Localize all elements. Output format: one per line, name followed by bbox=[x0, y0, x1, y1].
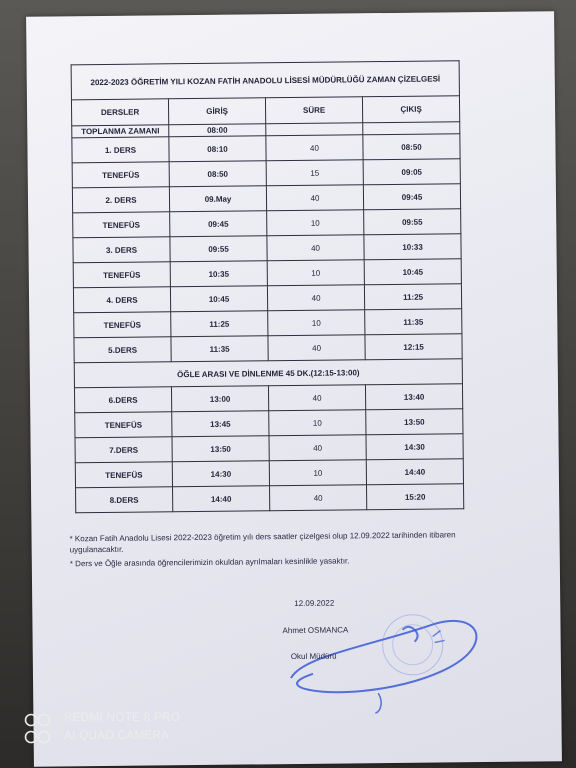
lesson-end: 13:50 bbox=[366, 409, 463, 435]
lesson-name: 8.DERS bbox=[76, 487, 173, 513]
lesson-start: 14:40 bbox=[173, 486, 270, 512]
header-dersler: DERSLER bbox=[71, 99, 168, 126]
lesson-start: 09.May bbox=[169, 186, 266, 212]
assembly-empty-cell bbox=[266, 123, 363, 136]
lesson-end: 10:33 bbox=[364, 234, 461, 260]
lesson-end: 09:55 bbox=[364, 209, 461, 235]
lesson-name: 7.DERS bbox=[75, 437, 172, 463]
lesson-start: 13:45 bbox=[172, 411, 269, 437]
lesson-end: 10:45 bbox=[364, 259, 461, 285]
lesson-end: 13:40 bbox=[365, 384, 462, 410]
lesson-duration: 10 bbox=[269, 410, 366, 436]
lesson-name: TENEFÜS bbox=[75, 412, 172, 438]
lesson-start: 11:35 bbox=[171, 336, 268, 362]
signatory-name: Ahmet OSMANCA bbox=[282, 625, 349, 636]
header-cikis: ÇIKIŞ bbox=[362, 96, 459, 123]
lesson-end: 14:30 bbox=[366, 434, 463, 460]
lesson-duration: 10 bbox=[267, 210, 364, 236]
lesson-end: 08:50 bbox=[363, 134, 460, 160]
watermark-model: REDMI NOTE 8 PRO bbox=[64, 712, 181, 724]
lesson-start: 09:55 bbox=[170, 236, 267, 262]
lesson-duration: 40 bbox=[269, 435, 366, 461]
lesson-name: 3. DERS bbox=[73, 237, 170, 263]
signature-date: 12.09.2022 bbox=[294, 598, 335, 609]
lesson-duration: 40 bbox=[268, 385, 365, 411]
lesson-start: 10:45 bbox=[170, 286, 267, 312]
lesson-end: 15:20 bbox=[367, 484, 464, 510]
lesson-start: 09:45 bbox=[170, 211, 267, 237]
header-giris: GİRİŞ bbox=[168, 98, 265, 125]
assembly-label: TOPLANMA ZAMANI bbox=[72, 125, 169, 138]
lesson-end: 11:25 bbox=[364, 284, 461, 310]
lesson-end: 11:35 bbox=[365, 309, 462, 335]
lesson-end: 14:40 bbox=[366, 459, 463, 485]
lesson-duration: 10 bbox=[268, 310, 365, 336]
lesson-start: 11:25 bbox=[171, 311, 268, 337]
lesson-duration: 40 bbox=[267, 285, 364, 311]
note-text: * Kozan Fatih Anadolu Lisesi 2022-2023 öğretim yılı ders saatler çizelgesi olup 12.09.2022 tarihinden itibaren uygulanacaktır. bbox=[69, 530, 456, 555]
lesson-duration: 40 bbox=[267, 235, 364, 261]
assembly-empty-cell bbox=[363, 122, 460, 135]
lesson-duration: 10 bbox=[267, 260, 364, 286]
lesson-name: 4. DERS bbox=[73, 287, 170, 313]
camera-watermark bbox=[24, 712, 274, 752]
watermark-camera: AI QUAD CAMERA bbox=[64, 730, 170, 742]
header-sure: SÜRE bbox=[265, 97, 362, 124]
lesson-duration: 15 bbox=[266, 160, 363, 186]
lesson-duration: 40 bbox=[266, 135, 363, 161]
lesson-duration: 40 bbox=[268, 335, 365, 361]
lesson-duration: 40 bbox=[266, 185, 363, 211]
lesson-start: 14:30 bbox=[172, 461, 269, 487]
lesson-start: 08:10 bbox=[169, 136, 266, 162]
lesson-name: 2. DERS bbox=[72, 187, 169, 213]
lesson-name: 5.DERS bbox=[74, 337, 171, 363]
signatory-title: Okul Müdürü bbox=[290, 651, 337, 662]
lesson-name: TENEFÜS bbox=[74, 312, 171, 338]
lesson-name: TENEFÜS bbox=[75, 462, 172, 488]
lesson-end: 09:05 bbox=[363, 159, 460, 185]
lesson-start: 10:35 bbox=[170, 261, 267, 287]
lesson-duration: 40 bbox=[270, 485, 367, 511]
lesson-name: TENEFÜS bbox=[72, 162, 169, 188]
lesson-start: 13:50 bbox=[172, 436, 269, 462]
notes-section bbox=[69, 529, 489, 572]
lesson-start: 13:00 bbox=[171, 386, 268, 412]
lunch-break-row: ÖĞLE ARASI VE DİNLENME 45 DK.(12:15-13:00) bbox=[74, 359, 462, 388]
lesson-name: 1. DERS bbox=[72, 137, 169, 163]
lesson-start: 08:50 bbox=[169, 161, 266, 187]
lesson-end: 09:45 bbox=[363, 184, 460, 210]
lesson-name: TENEFÜS bbox=[73, 212, 170, 238]
lesson-name: TENEFÜS bbox=[73, 262, 170, 288]
schedule-title: 2022-2023 ÖĞRETİM YILI KOZAN FATİH ANADOLU LİSESİ MÜDÜRLÜĞÜ ZAMAN ÇİZELGESİ bbox=[71, 61, 459, 100]
lesson-name: 6.DERS bbox=[74, 387, 171, 413]
note-text: * Ders ve Öğle arasında öğrencilerimizin okuldan ayrılmaları kesinlikle yasaktır. bbox=[69, 556, 350, 569]
paper-sheet bbox=[26, 11, 562, 766]
camera-lens-icon bbox=[24, 712, 52, 746]
schedule-table bbox=[71, 60, 465, 513]
assembly-time: 08:00 bbox=[169, 124, 266, 137]
lesson-end: 12:15 bbox=[365, 334, 462, 360]
lesson-duration: 10 bbox=[269, 460, 366, 486]
